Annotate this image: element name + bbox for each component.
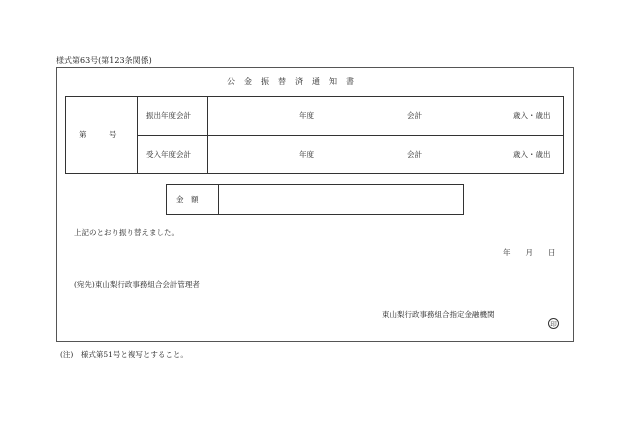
document-title: 公 金 振 替 済 通 知 書 bbox=[227, 77, 355, 86]
date-line: 年 月 日 bbox=[503, 248, 556, 257]
receiving-type: 歳入・歳出 bbox=[513, 150, 551, 159]
amount-field[interactable] bbox=[219, 185, 463, 214]
table-row-divider bbox=[137, 135, 563, 136]
issuing-account-label: 振出年度会計 bbox=[146, 111, 191, 120]
issuing-type: 歳入・歳出 bbox=[513, 111, 551, 120]
footnote: (注) 様式第51号と複写とすること。 bbox=[60, 350, 188, 359]
form-number: 様式第63号(第123条関係) bbox=[56, 56, 152, 65]
transfer-table bbox=[65, 96, 564, 174]
sender-name: 東山梨行政事務組合指定金融機関 bbox=[382, 310, 495, 319]
receiving-account-label: 受入年度会計 bbox=[146, 150, 191, 159]
addressee: (宛先)東山梨行政事務組合会計管理者 bbox=[74, 280, 200, 289]
seal-mark: 印 bbox=[548, 318, 559, 329]
receiving-account-unit: 会計 bbox=[407, 150, 422, 159]
number-label: 第 号 bbox=[79, 130, 117, 139]
issuing-account-unit: 会計 bbox=[407, 111, 422, 120]
amount-label: 金 額 bbox=[176, 195, 199, 204]
receiving-year-label: 年度 bbox=[299, 150, 314, 159]
statement-text: 上記のとおり振り替えました。 bbox=[74, 228, 179, 237]
issuing-year-label: 年度 bbox=[299, 111, 314, 120]
